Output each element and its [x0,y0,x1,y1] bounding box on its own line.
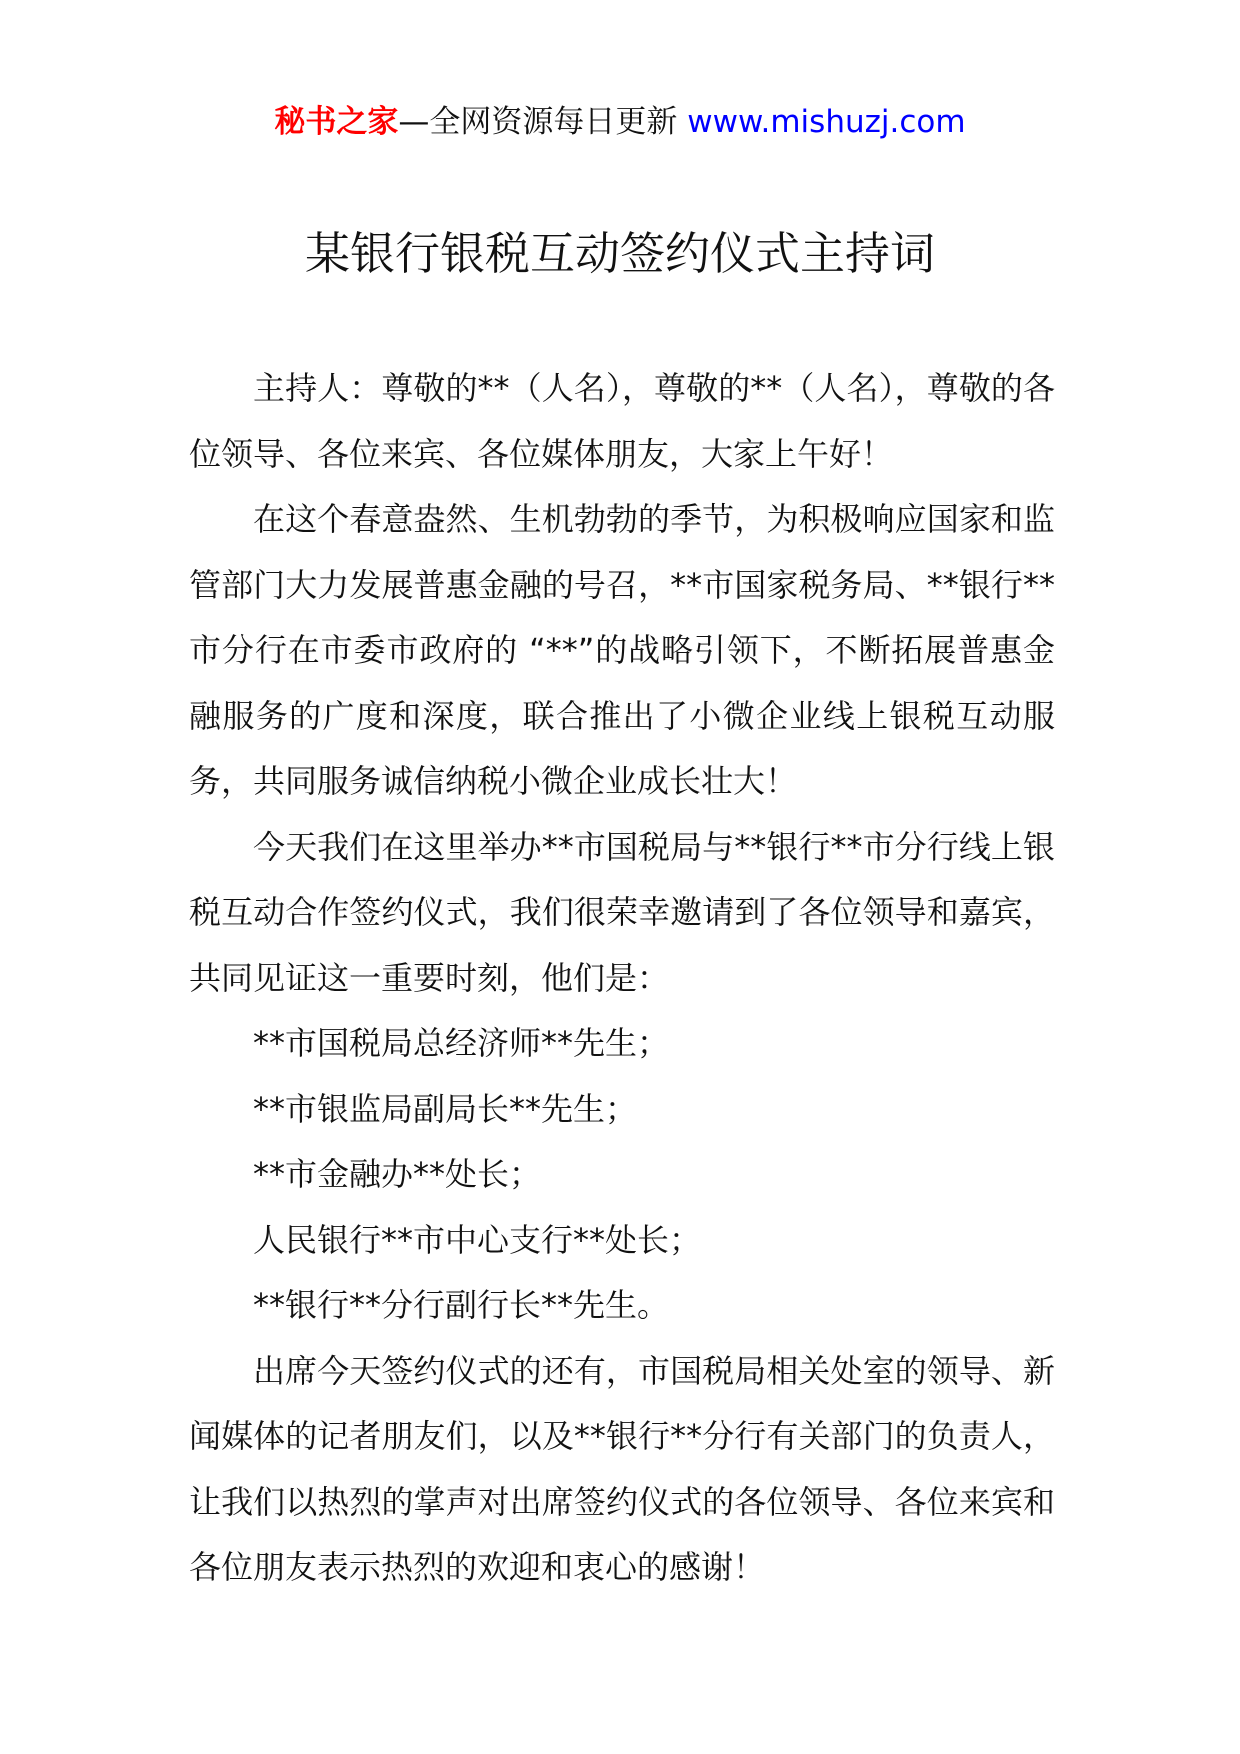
paragraph-welcome: 出席今天签约仪式的还有，市国税局相关处室的领导、新闻媒体的记者朋友们，以及**银行**分行有关部门的负责人，让我们以热烈的掌声对出席签约仪式的各位领导、各位来宾和各位朋友表示热烈的欢迎和衷心的感谢！ [189,1351,1055,1586]
brand-name: 秘书之家 [274,104,399,140]
paragraph-introduction: 今天我们在这里举办**市国税局与**银行**市分行线上银税互动合作签约仪式，我们很荣幸邀请到了各位领导和嘉宾，共同见证这一重要时刻，他们是： [189,827,1055,997]
guest-list-item: **市银监局副局长**先生； [253,1089,638,1128]
document-body [189,356,1055,1601]
guest-list-item: **银行**分行副行长**先生。 [253,1286,670,1324]
site-url-link[interactable]: www.mishuzj.com [687,104,966,140]
guest-list-item: 人民银行**市中心支行**处长； [253,1220,702,1259]
guest-list-item: **市金融办**处长； [253,1155,542,1193]
paragraph-greeting: 主持人：尊敬的**（人名），尊敬的**（人名），尊敬的各位领导、各位来宾、各位媒体朋友，大家上午好！ [189,369,1055,473]
paragraph-background: 在这个春意盎然、生机勃勃的季节，为积极响应国家和监管部门大力发展普惠金融的号召，**市国家税务局、**银行**市分行在市委市政府的 “**”的战略引领下，不断拓展普惠金融服务的广度和深度，联合推出了小微企业线上银税互动服务，共同服务诚信纳税小微企业成长壮大！ [189,500,1055,800]
site-header [0,100,1240,144]
document-title: 某银行银税互动签约仪式主持词 [304,227,935,280]
guest-list-item: **市国税局总经济师**先生； [253,1024,670,1062]
site-tagline: —全网资源每日更新 [398,104,688,140]
